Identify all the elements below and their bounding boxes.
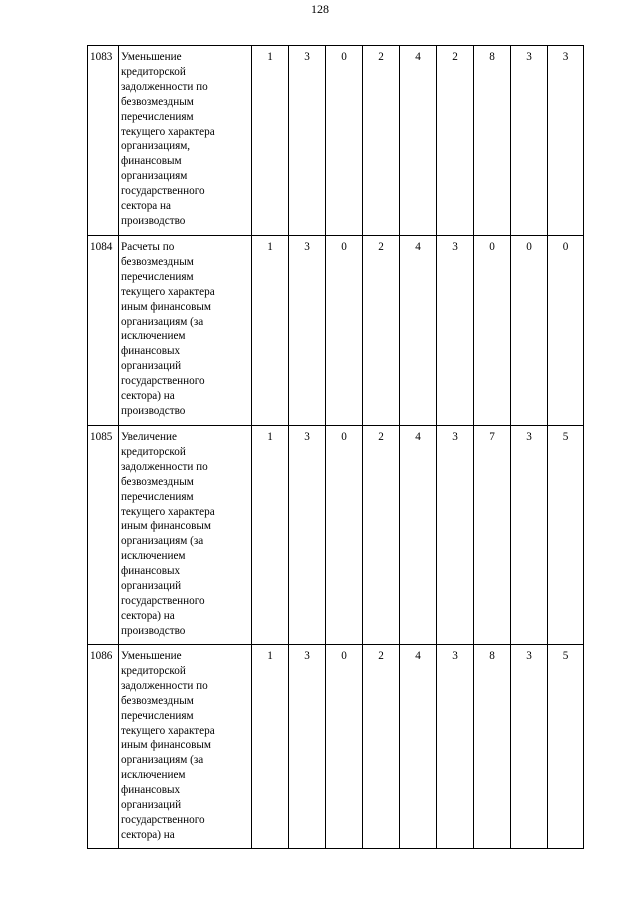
description-line: исключением: [121, 769, 186, 782]
code-digit: 2: [437, 46, 474, 236]
code-digit: 5: [548, 426, 584, 645]
code-digit: 3: [511, 46, 548, 236]
description-line: Увеличение: [121, 431, 177, 443]
description-line: иным финансовым: [121, 739, 211, 752]
code-digit: 3: [437, 645, 474, 849]
code-digit: 3: [289, 46, 326, 236]
description-line: Уменьшение: [121, 650, 182, 662]
description-line: Уменьшение: [121, 51, 182, 63]
description-line: перечислениям: [121, 270, 194, 283]
row-number: 1086: [88, 645, 119, 849]
code-digit: 0: [511, 236, 548, 426]
table-row: [88, 236, 584, 426]
code-digit: 8: [474, 645, 511, 849]
row-number: 1085: [88, 426, 119, 645]
description-line: задолженности по: [121, 679, 208, 692]
code-digit: 0: [474, 236, 511, 426]
code-digit: 3: [437, 426, 474, 645]
table-row: [88, 645, 584, 849]
description-line: текущего характера: [121, 724, 215, 737]
description-line: исключением: [121, 550, 186, 563]
code-digit: 1: [252, 236, 289, 426]
description-line: государственного: [121, 594, 205, 607]
code-digit: 2: [363, 46, 400, 236]
description-line: текущего характера: [121, 285, 215, 298]
description-line: производство: [121, 624, 186, 637]
code-digit: 1: [252, 645, 289, 849]
description-line: перечислениям: [121, 709, 194, 722]
code-digit: 0: [326, 645, 363, 849]
description-line: финансовых: [121, 565, 181, 578]
description-line: производство: [121, 214, 186, 227]
table-row: [88, 46, 584, 236]
description-line: финансовых: [121, 345, 181, 358]
code-digit: 1: [252, 46, 289, 236]
description-line: организаций: [121, 799, 182, 812]
row-description: [119, 426, 252, 645]
description-line: сектора) на: [121, 390, 175, 403]
description-line: безвозмездным: [121, 255, 194, 268]
description-line: сектора) на: [121, 828, 175, 841]
row-number: 1084: [88, 236, 119, 426]
description-line: текущего характера: [121, 505, 215, 518]
accounts-table: [87, 45, 584, 849]
description-line: кредиторской: [121, 664, 186, 677]
code-digit: 4: [400, 426, 437, 645]
code-digit: 3: [289, 645, 326, 849]
description-line: кредиторской: [121, 65, 186, 78]
description-line: сектора на: [121, 200, 171, 213]
code-digit: 4: [400, 236, 437, 426]
code-digit: 3: [437, 236, 474, 426]
code-digit: 4: [400, 46, 437, 236]
description-line: сектора) на: [121, 609, 175, 622]
table-row: [88, 426, 584, 645]
description-line: иным финансовым: [121, 300, 211, 313]
description-line: организациям (за: [121, 754, 204, 767]
page-number: 128: [311, 2, 329, 16]
description-line: безвозмездным: [121, 694, 194, 707]
code-digit: 8: [474, 46, 511, 236]
description-line: организаций: [121, 580, 182, 593]
code-digit: 0: [326, 426, 363, 645]
description-line: организациям,: [121, 140, 191, 153]
code-digit: 2: [363, 645, 400, 849]
row-description: [119, 645, 252, 849]
description-line: безвозмездным: [121, 95, 194, 108]
description-line: Расчеты по: [121, 241, 175, 253]
code-digit: 4: [400, 645, 437, 849]
description-line: иным финансовым: [121, 520, 211, 533]
description-line: перечислениям: [121, 490, 194, 503]
description-line: производство: [121, 404, 186, 417]
description-line: задолженности по: [121, 80, 208, 93]
code-digit: 3: [511, 645, 548, 849]
description-line: организаций: [121, 360, 182, 373]
code-digit: 3: [511, 426, 548, 645]
row-description: [119, 236, 252, 426]
description-line: задолженности по: [121, 460, 208, 473]
code-digit: 3: [289, 236, 326, 426]
code-digit: 0: [326, 236, 363, 426]
description-line: организациям (за: [121, 535, 204, 548]
description-line: финансовых: [121, 784, 181, 797]
code-digit: 7: [474, 426, 511, 645]
description-line: финансовым: [121, 155, 182, 168]
description-line: организациям: [121, 170, 188, 183]
description-line: государственного: [121, 375, 205, 388]
description-line: безвозмездным: [121, 475, 194, 488]
code-digit: 2: [363, 236, 400, 426]
code-digit: 3: [289, 426, 326, 645]
code-digit: 5: [548, 645, 584, 849]
description-line: организациям (за: [121, 315, 204, 328]
description-line: кредиторской: [121, 445, 186, 458]
code-digit: 1: [252, 426, 289, 645]
description-line: государственного: [121, 813, 205, 826]
code-digit: 0: [326, 46, 363, 236]
description-line: государственного: [121, 185, 205, 198]
row-description: [119, 46, 252, 236]
description-line: текущего характера: [121, 125, 215, 138]
code-digit: 2: [363, 426, 400, 645]
code-digit: 0: [548, 236, 584, 426]
description-line: исключением: [121, 330, 186, 343]
description-line: перечислениям: [121, 110, 194, 123]
row-number: 1083: [88, 46, 119, 236]
code-digit: 3: [548, 46, 584, 236]
